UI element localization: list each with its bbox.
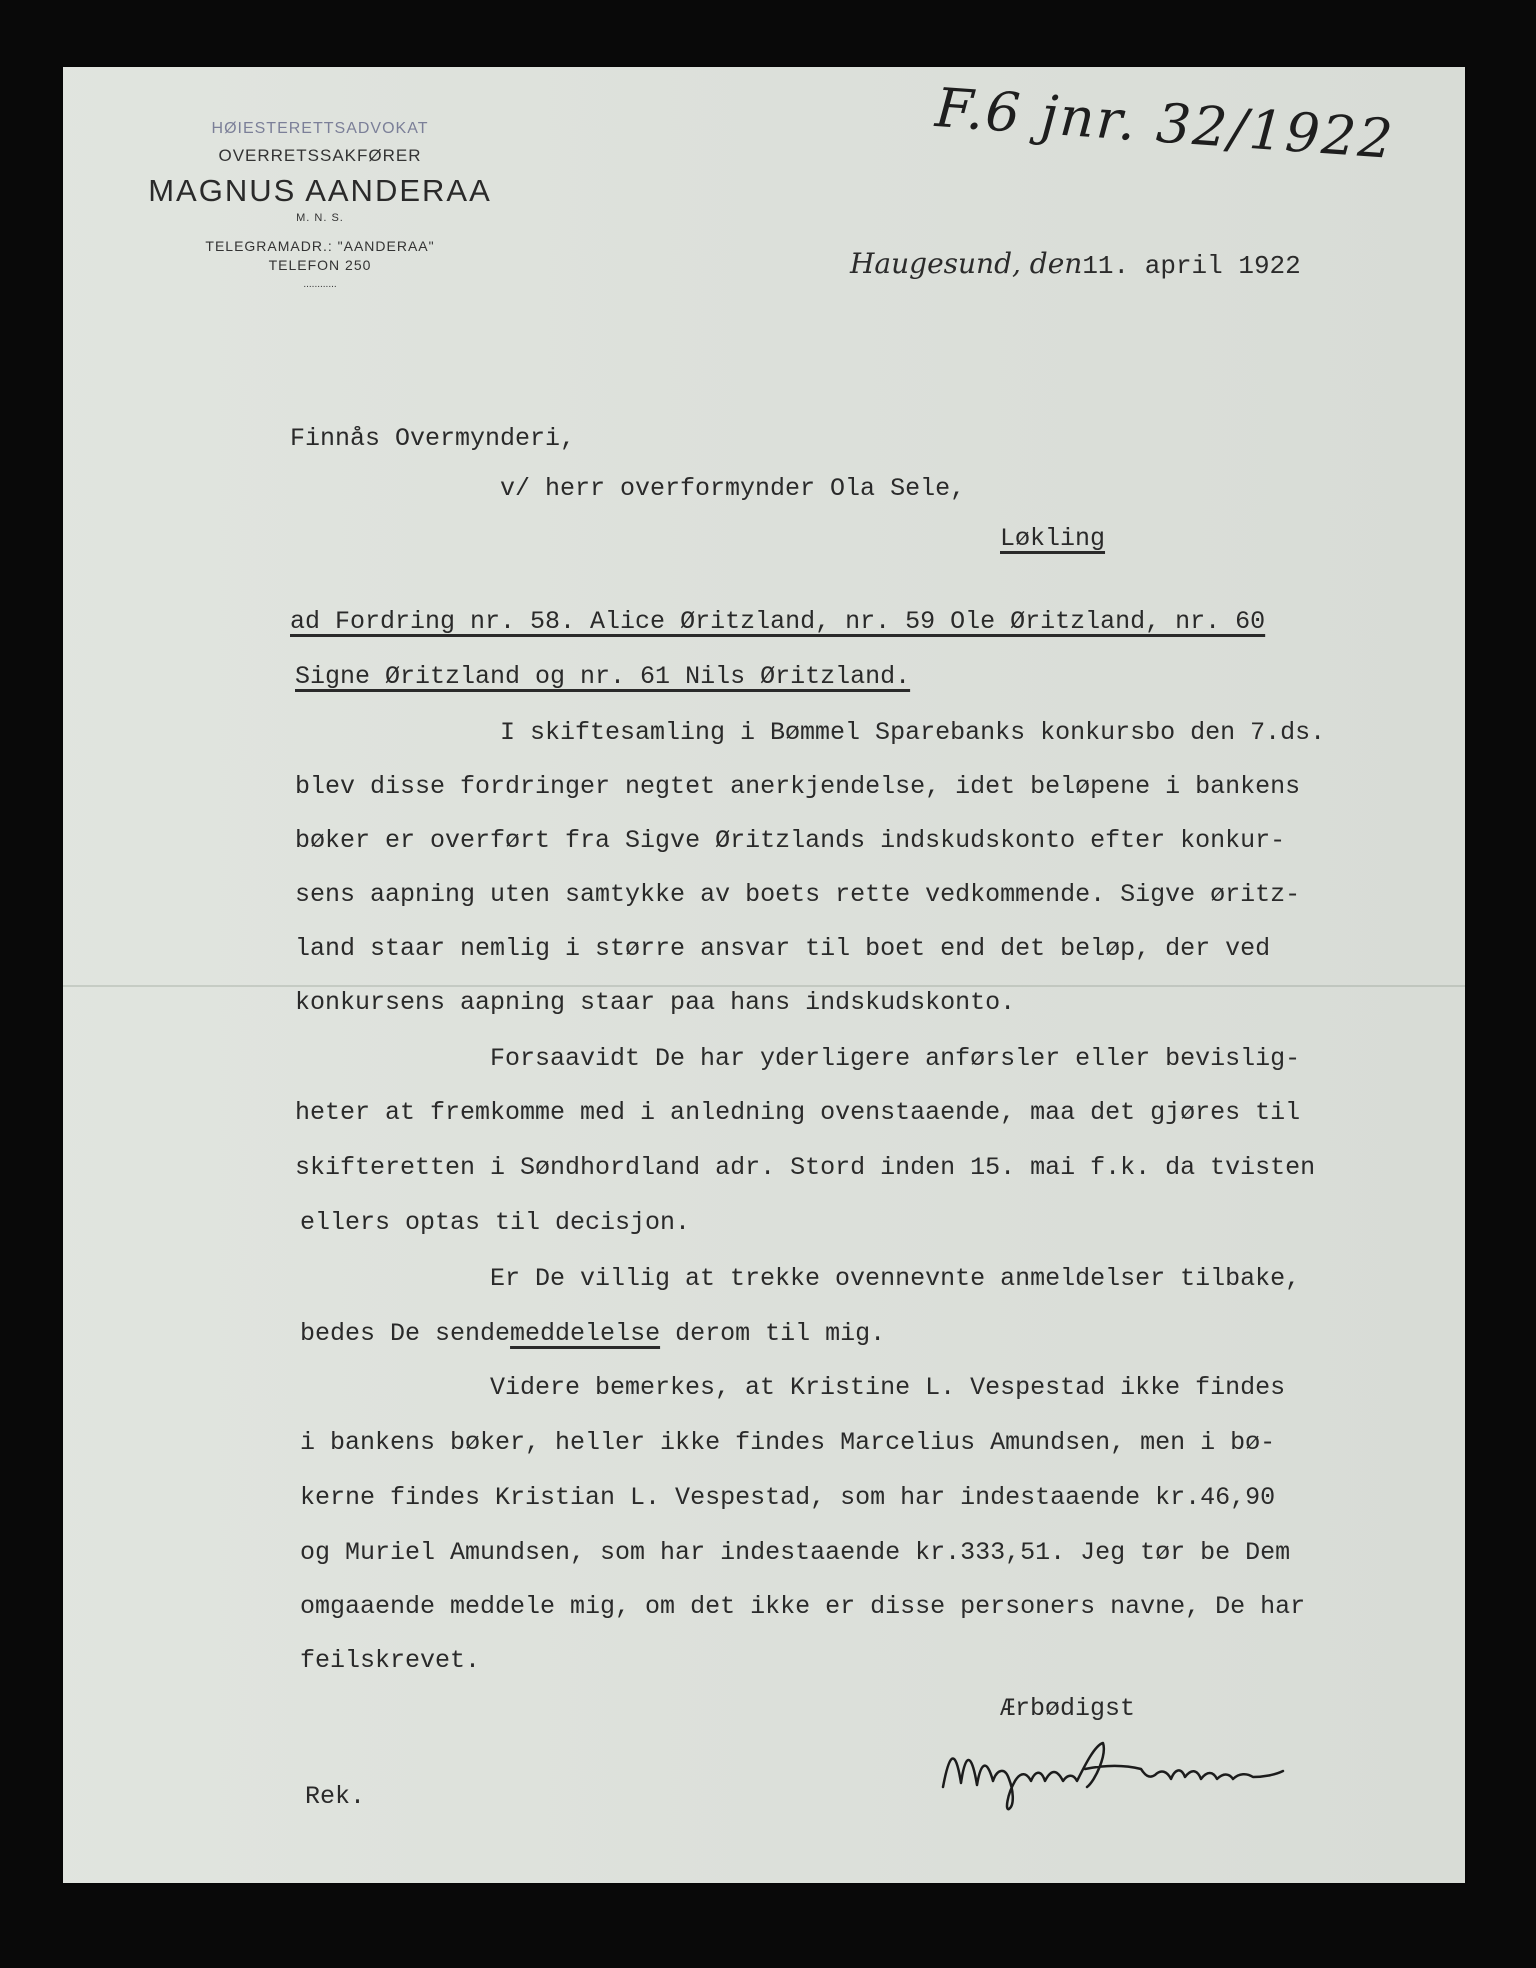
letterhead-subtitle: OVERRETSSAKFØRER (218, 146, 422, 165)
body-line: ellers optas til decisjon. (300, 1208, 691, 1237)
recipient-line-2: v/ herr overformynder Ola Sele, (500, 474, 966, 503)
footer-rek: Rek. (305, 1782, 366, 1811)
journal-reference: F.6 jnr. 32/1922 (933, 76, 1397, 171)
body-line: Er De villig at trekke ovennevnte anmeldelser tilbake, (490, 1264, 1301, 1293)
closing: Ærbødigst (1000, 1694, 1136, 1723)
body-line: land staar nemlig i større ansvar til boet end det beløp, der ved (295, 934, 1271, 963)
body-text: derom til mig. (675, 1319, 886, 1348)
body-line: skifteretten i Søndhordland adr. Stord inden 15. mai f.k. da tvisten (295, 1153, 1316, 1182)
body-line: Forsaavidt De har yderligere anførsler eller bevislig- (490, 1044, 1301, 1073)
letterhead-title: HØIESTERETTSADVOKAT (211, 120, 429, 137)
underlined-word: meddelelse (510, 1319, 661, 1348)
body-line: og Muriel Amundsen, som har indestaaende kr.333,51. Jeg tør be Dem (300, 1538, 1291, 1567)
page-fold (63, 985, 1465, 987)
body-line: sens aapning uten samtykke av boets rette vedkommende. Sigve øritz- (295, 880, 1301, 909)
letterhead-telephone: TELEFON 250 (268, 257, 372, 273)
signature (935, 1725, 1285, 1815)
body-line: Videre bemerkes, at Kristine L. Vespestad ikke findes (490, 1373, 1286, 1402)
recipient-line-3: Løkling (1000, 524, 1106, 553)
letterhead-telegram: TELEGRAMADR.: "AANDERAA" (205, 238, 435, 254)
letterhead-mns: M. N. S. (296, 212, 344, 224)
body-line: heter at fremkomme med i anledning ovenstaaende, maa det gjøres til (295, 1098, 1301, 1127)
subject-line-1: ad Fordring nr. 58. Alice Øritzland, nr. 59 Ole Øritzland, nr. 60 (290, 607, 1266, 636)
recipient-line-1: Finnås Overmynderi, (290, 424, 576, 453)
body-line: omgaaende meddele mig, om det ikke er disse personers navne, De har (300, 1592, 1306, 1621)
body-line: kerne findes Kristian L. Vespestad, som har indestaaende kr.46,90 (300, 1483, 1276, 1512)
date-line (850, 247, 1301, 281)
body-line: i bankens bøker, heller ikke findes Marcelius Amundsen, men i bø- (300, 1428, 1276, 1457)
body-line: feilskrevet. (300, 1646, 481, 1675)
date-value: 11. april 1922 (1082, 251, 1301, 281)
body-line: blev disse fordringer negtet anerkjendelse, idet beløpene i bankens (295, 772, 1301, 801)
letterhead-name: MAGNUS AANDERAA (148, 173, 492, 208)
body-line: konkursens aapning staar paa hans indskudskonto. (295, 988, 1016, 1017)
date-place: Haugesund, den (850, 247, 1083, 280)
subject-line-2: Signe Øritzland og nr. 61 Nils Øritzland. (295, 662, 911, 691)
body-line: bøker er overført fra Sigve Øritzlands indskudskonto efter konkur- (295, 826, 1286, 855)
letterhead-dots: ............ (303, 279, 337, 290)
body-line-with-underline (300, 1319, 885, 1348)
body-line: I skiftesamling i Bømmel Sparebanks konkursbo den 7.ds. (500, 718, 1326, 747)
body-text: bedes De sende (300, 1319, 511, 1348)
